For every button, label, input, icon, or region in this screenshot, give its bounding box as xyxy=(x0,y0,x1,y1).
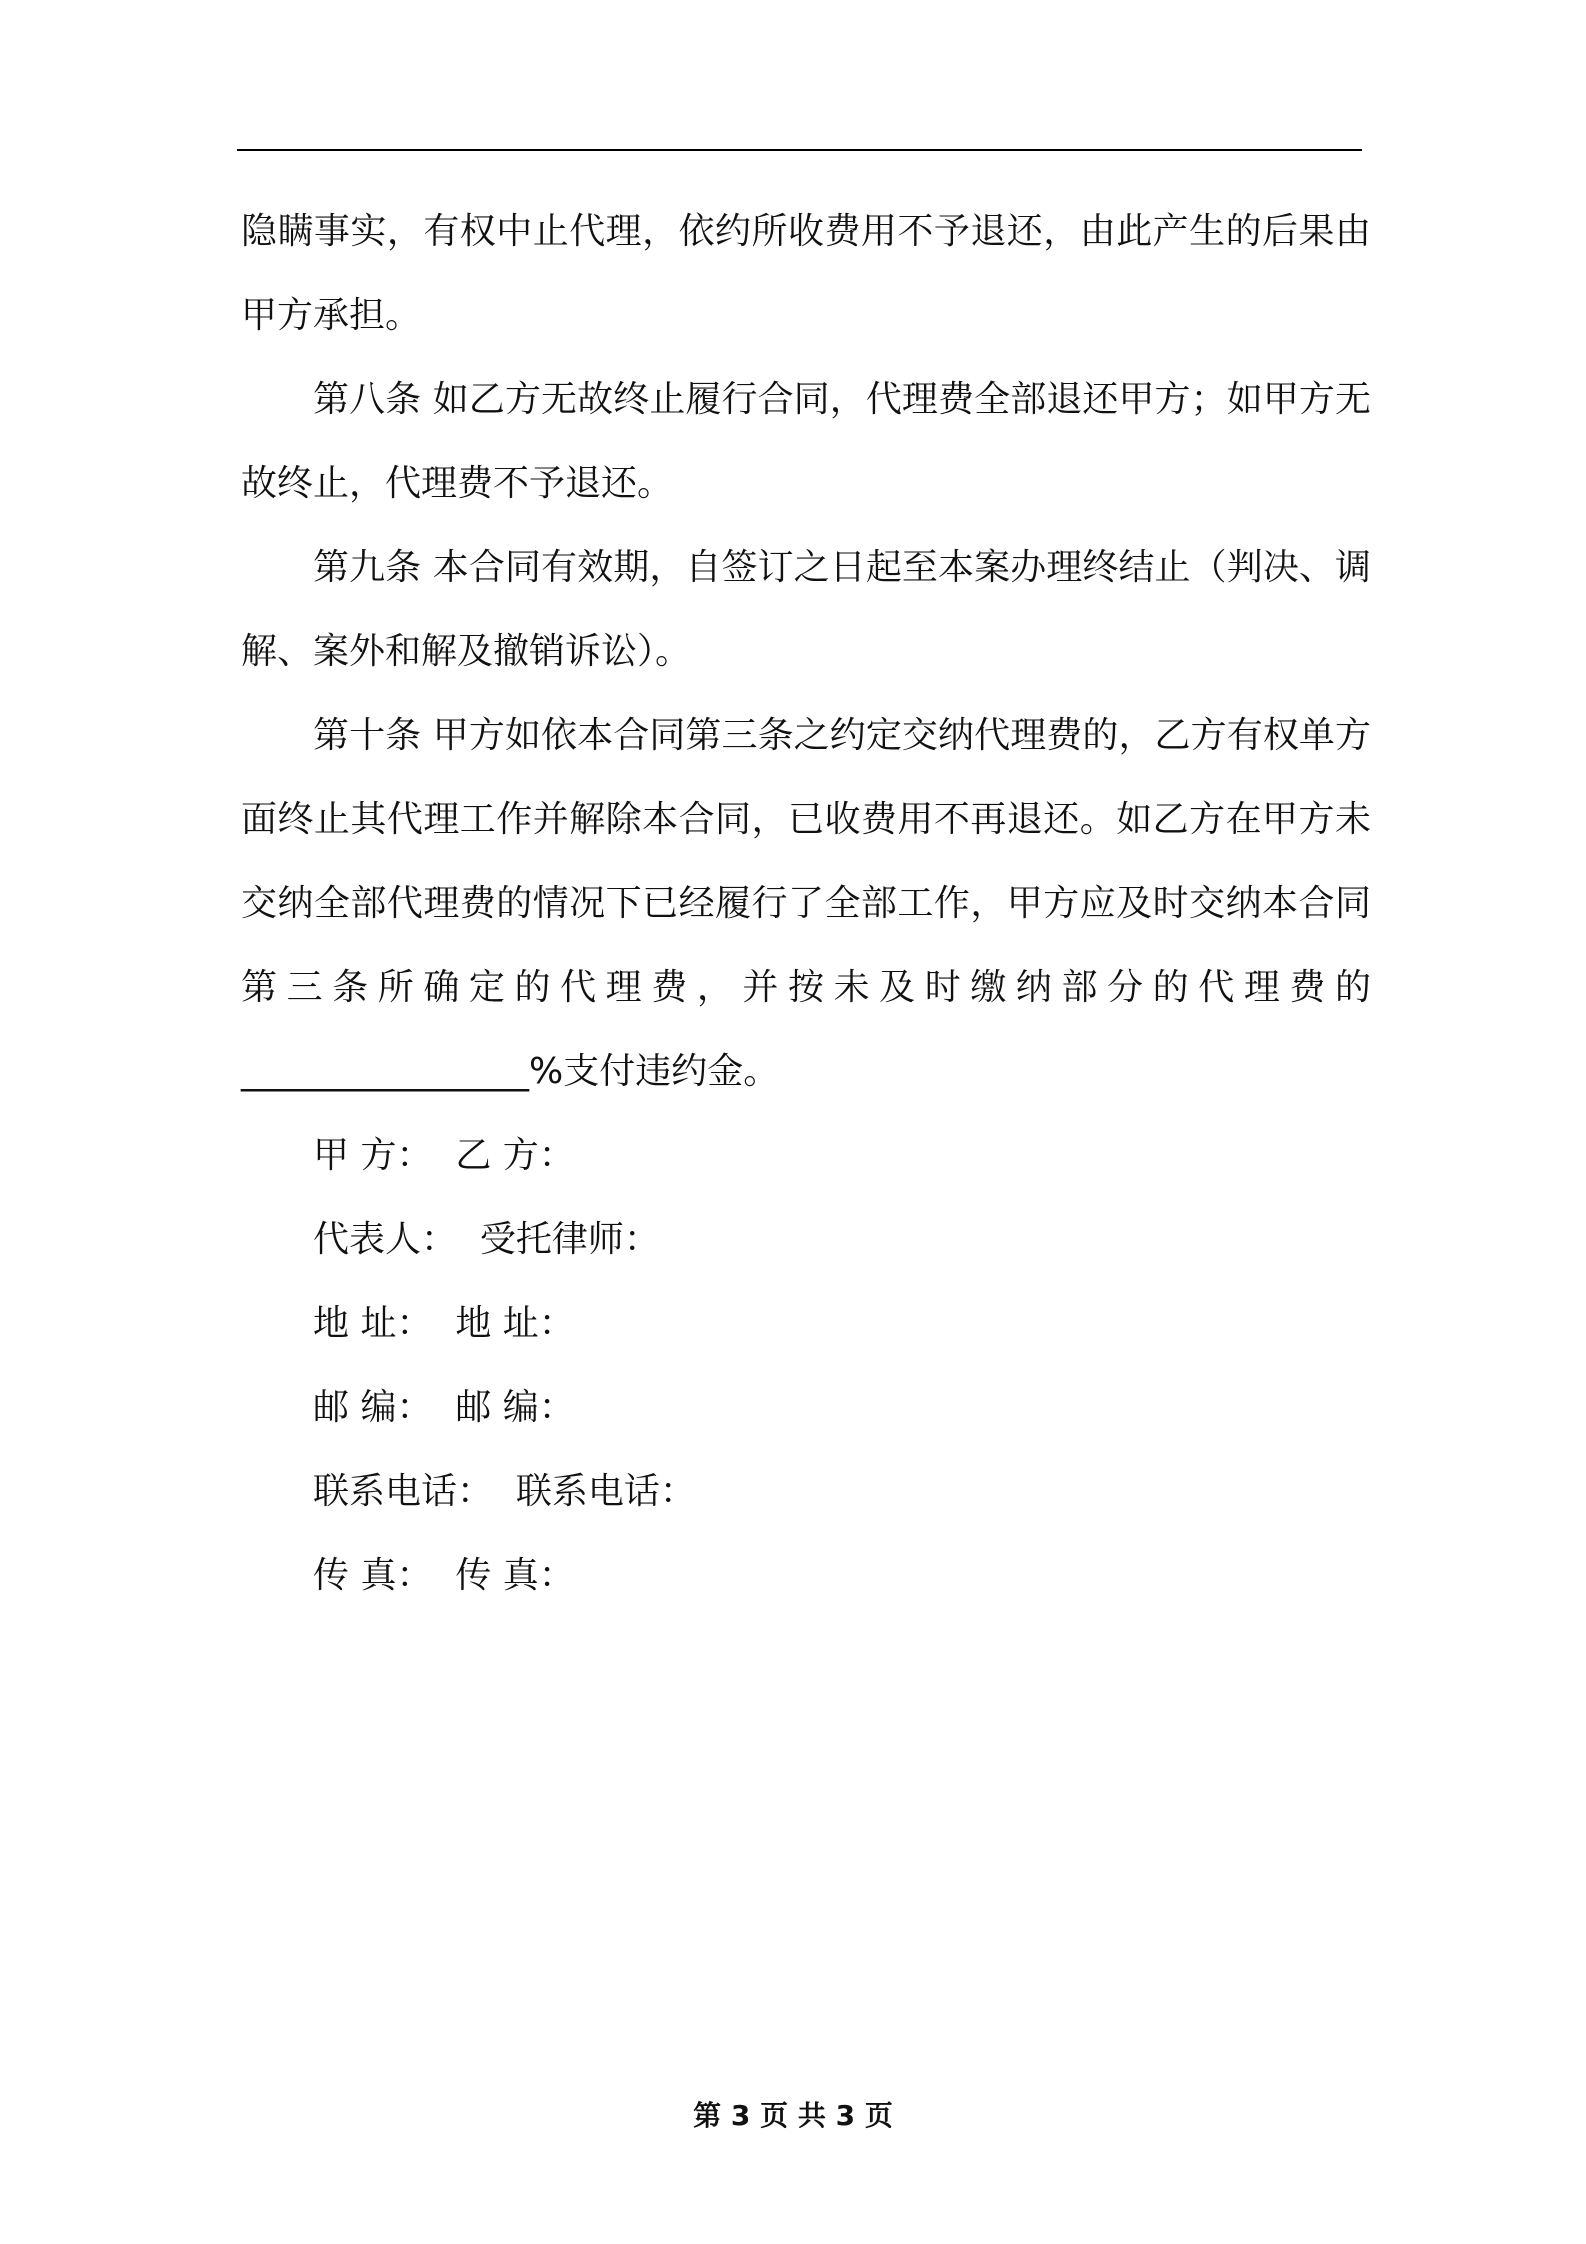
document-body xyxy=(241,190,1371,1618)
article-9: 第九条 本合同有效期，自签订之日起至本案办理终结止（判决、调解、案外和解及撤销诉讼）。 xyxy=(241,547,1371,672)
signature-postcode-line: 邮 编： 邮 编： xyxy=(313,1387,575,1428)
signature-party-line: 甲 方： 乙 方： xyxy=(313,1135,575,1176)
signature-phone-line: 联系电话： 联系电话： xyxy=(313,1471,696,1512)
signature-address-line: 地 址： 地 址： xyxy=(313,1303,575,1344)
signature-representative-line: 代表人： 受托律师： xyxy=(313,1219,660,1260)
signature-fax-line: 传 真： 传 真： xyxy=(313,1555,575,1596)
header-rule xyxy=(237,149,1362,151)
article-10: 第十条 甲方如依本合同第三条之约定交纳代理费的，乙方有权单方面终止其代理工作并解除本合同，已收费用不再退还。如乙方在甲方未交纳全部代理费的情况下已经履行了全部工作，甲方应及时交纳本合同第三条所确定的代理费，并按未及时缴纳部分的代理费的________________%支付违约金。 xyxy=(241,715,1371,1092)
paragraph-continuation: 隐瞒事实，有权中止代理，依约所收费用不予退还，由此产生的后果由甲方承担。 xyxy=(241,211,1371,336)
page-number-footer: 第 3 页 共 3 页 xyxy=(693,2099,893,2132)
signature-block xyxy=(241,1114,1371,1618)
article-8: 第八条 如乙方无故终止履行合同，代理费全部退还甲方；如甲方无故终止，代理费不予退还。 xyxy=(241,379,1371,504)
